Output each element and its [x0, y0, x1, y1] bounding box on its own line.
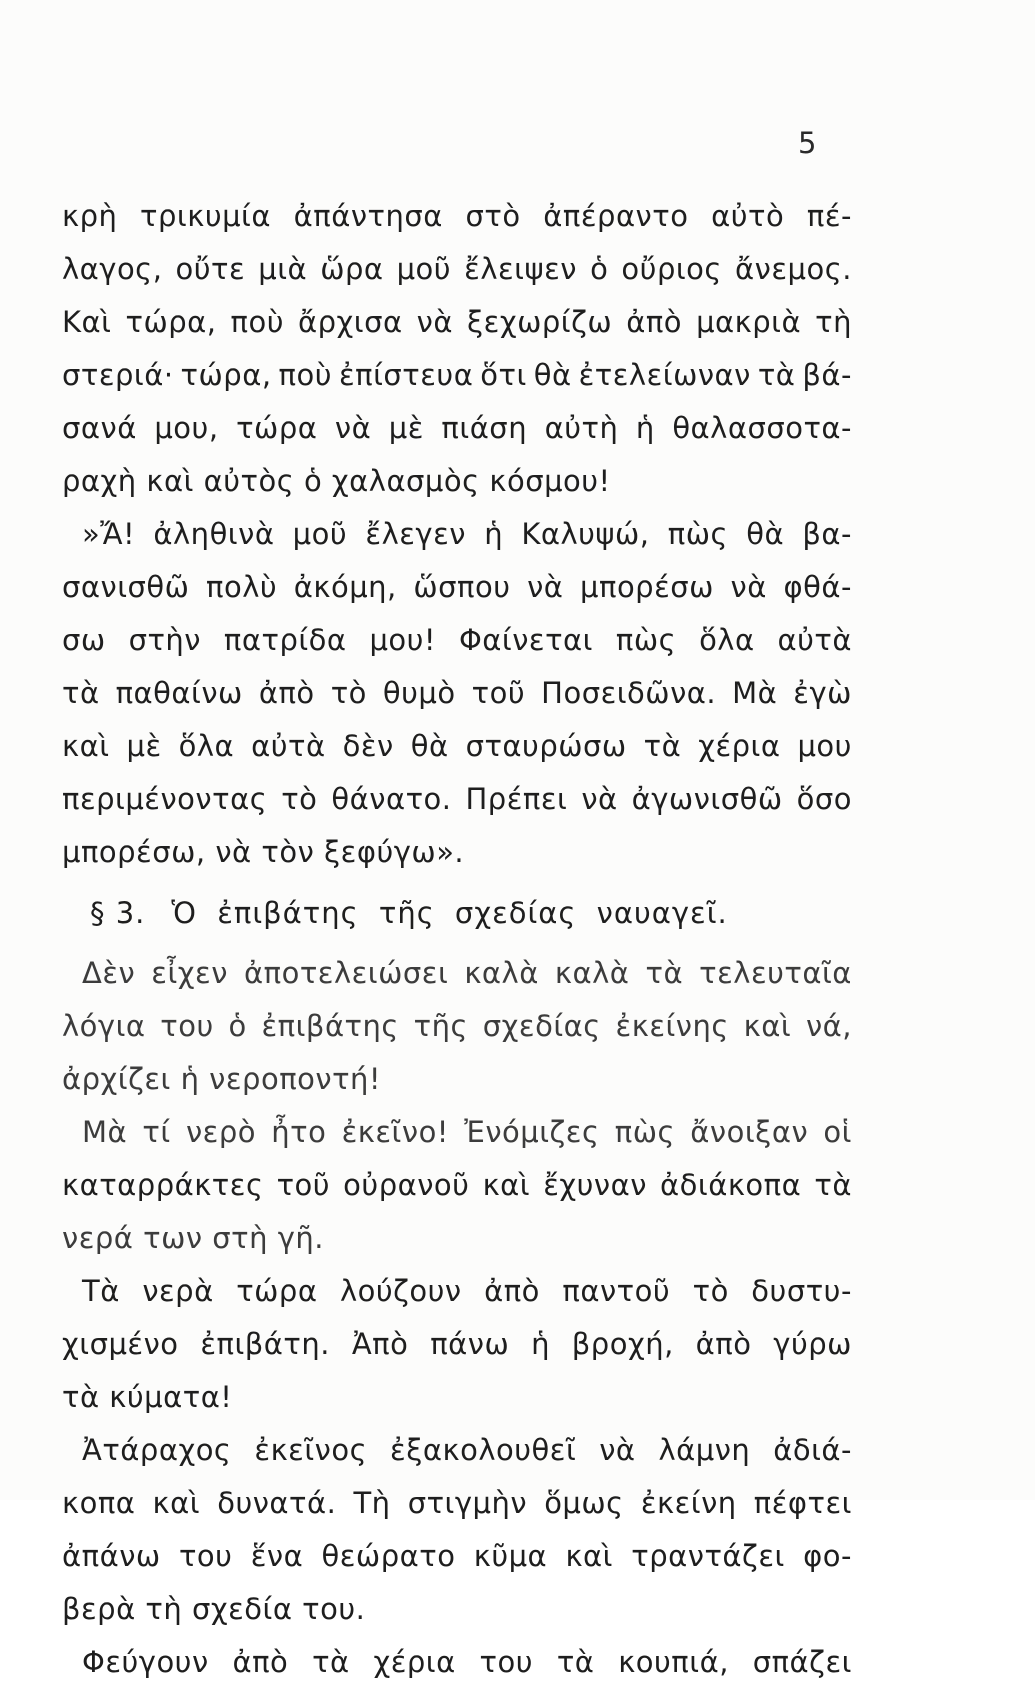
word: λάμνη	[658, 1433, 751, 1467]
word: σχεδίας	[482, 1009, 601, 1043]
word: ἦτο	[271, 1115, 327, 1149]
word: ἔλεγεν	[365, 517, 466, 551]
word: ἐξακολουθεῖ	[390, 1433, 577, 1467]
word: μου,	[154, 411, 219, 445]
word: ὥρα	[320, 252, 384, 286]
word: ὅλα	[699, 623, 755, 657]
word: χέρια	[373, 1645, 456, 1679]
word: καὶ	[482, 1168, 531, 1202]
text-line	[62, 720, 852, 773]
word: Καὶ	[62, 305, 112, 339]
section-title: Ὁ ἐπιβάτης τῆς σχεδίας ναυαγεῖ.	[171, 896, 728, 930]
text-line	[62, 1318, 852, 1371]
word: νὰ	[599, 1433, 636, 1467]
word: τελευταῖα	[699, 956, 852, 990]
word: του	[178, 1539, 233, 1573]
word: πολὺ	[206, 570, 278, 604]
word: ὅσο	[796, 782, 852, 816]
text-line	[62, 1000, 852, 1053]
word: ἀδιάκοπα	[660, 1168, 802, 1202]
word: σπάζει	[752, 1645, 852, 1679]
word: Δὲν	[82, 956, 136, 990]
word: φο-	[803, 1539, 852, 1573]
word: ὁ	[228, 1009, 247, 1043]
word: τὰ	[62, 676, 100, 710]
word: ἡ	[484, 517, 504, 551]
text-line	[62, 561, 852, 614]
word: ἐκείνης	[615, 1009, 729, 1043]
word: ἀκόμη,	[293, 570, 397, 604]
text-line	[62, 826, 852, 879]
word: οὐρανοῦ	[343, 1168, 470, 1202]
word: τώρα	[236, 411, 318, 445]
word: σανισθῶ	[62, 570, 190, 604]
word: βα-	[802, 517, 852, 551]
word: γύρω	[773, 1327, 852, 1361]
word: κρὴ	[62, 199, 118, 233]
word: ἀπὸ	[695, 1327, 752, 1361]
word: νὰ	[581, 782, 618, 816]
word: πάνω	[430, 1327, 510, 1361]
word: μου!	[369, 623, 437, 657]
word: νὰ	[527, 570, 564, 604]
word: ἐπιβάτη.	[200, 1327, 330, 1361]
word: Ἀτάραχος	[82, 1433, 232, 1467]
word: τώρα,	[125, 305, 217, 339]
text-line	[62, 614, 852, 667]
word: στὴν	[128, 623, 201, 657]
word: δὲν	[342, 729, 394, 763]
text-line	[62, 1477, 852, 1530]
word: τὰ	[643, 729, 682, 763]
word: ἐκεῖνο!	[341, 1115, 449, 1149]
word: πὼς	[615, 623, 677, 657]
word: ἐτελείωναν	[578, 358, 751, 392]
line-text: ραχὴ καὶ αὐτὸς ὁ χαλασμὸς κόσμου!	[62, 464, 611, 498]
word: κουπιά,	[618, 1645, 729, 1679]
word: ἀπὸ	[232, 1645, 289, 1679]
word: ἀπὸ	[484, 1274, 540, 1308]
word: ἐγὼ	[793, 676, 852, 710]
word: ἀληθινὰ	[153, 517, 275, 551]
word: Πρέπει	[465, 782, 568, 816]
word: τὰ	[757, 358, 796, 392]
line-text: ἀρχίζει ἡ νεροποντή!	[62, 1062, 382, 1096]
word: Τὴ	[353, 1486, 391, 1520]
word: στιγμὴν	[407, 1486, 528, 1520]
word: τὸ	[330, 676, 367, 710]
word: φθά-	[783, 570, 852, 604]
word: ἀπάνω	[62, 1539, 161, 1573]
word: λόγια	[62, 1009, 146, 1043]
word: πιάση	[441, 411, 528, 445]
word: νά,	[805, 1009, 852, 1043]
word: χέρια	[698, 729, 781, 763]
word: μοῦ	[292, 517, 348, 551]
word: τρικυμία	[140, 199, 271, 233]
word: Τὰ	[82, 1274, 120, 1308]
word: ἕνα	[250, 1539, 304, 1573]
word: ἔχυναν	[543, 1168, 647, 1202]
word: Φαίνεται	[458, 623, 593, 657]
line-text: τὰ κύματα!	[62, 1380, 233, 1414]
word: τώρα,	[180, 358, 272, 392]
word: κοπα	[62, 1486, 136, 1520]
section-number: § 3.	[90, 896, 146, 930]
text-line	[62, 1424, 852, 1477]
word: καλὰ	[554, 956, 630, 990]
word: πὼς	[614, 1115, 676, 1149]
word: τώρα	[236, 1274, 318, 1308]
text-line	[62, 1636, 852, 1689]
word: δυστυ-	[751, 1274, 852, 1308]
word: τὰ	[312, 1645, 350, 1679]
word: ὅμως	[544, 1486, 624, 1520]
word: οἱ	[823, 1115, 852, 1149]
word: εἶχεν	[151, 956, 228, 990]
word: ὁ	[590, 252, 609, 286]
word: νερὸ	[185, 1115, 256, 1149]
word: ποὺ	[278, 358, 332, 392]
text-line	[62, 1371, 852, 1424]
word: σανά	[62, 411, 137, 445]
word: ἐπιβάτης	[261, 1009, 399, 1043]
word: τὰ	[814, 1168, 852, 1202]
word: νὰ	[334, 411, 372, 445]
word: ὥσπου	[413, 570, 511, 604]
word: ἀπὸ	[626, 305, 683, 339]
word: καλὰ	[464, 956, 539, 990]
word: πέφτει	[753, 1486, 852, 1520]
word: λαγος,	[62, 252, 163, 286]
word: ἄρχισα	[298, 305, 403, 339]
word: μιὰ	[258, 252, 308, 286]
word: θάνατο.	[331, 782, 452, 816]
word: καταρράκτες	[62, 1168, 264, 1202]
text-line	[62, 1212, 852, 1265]
word: θὰ	[410, 729, 449, 763]
word: πέ-	[806, 199, 852, 233]
word: παντοῦ	[562, 1274, 671, 1308]
text-body	[62, 190, 852, 1689]
word: περιμένοντας	[62, 782, 268, 816]
word: ὅτι	[480, 358, 527, 392]
word: μακριὰ	[696, 305, 802, 339]
page-number: 5	[798, 126, 817, 160]
word: ὅλα	[178, 729, 235, 763]
word: τὴ	[815, 305, 852, 339]
text-line	[62, 773, 852, 826]
word: Μὰ	[82, 1115, 128, 1149]
word: θαλασσοτα-	[672, 411, 852, 445]
word: θὰ	[533, 358, 572, 392]
word: ἀπάντησα	[293, 199, 443, 233]
word: καὶ	[152, 1486, 201, 1520]
word: νὰ	[416, 305, 453, 339]
section-heading	[62, 883, 852, 943]
word: τραντάζει	[631, 1539, 785, 1573]
word: μὲ	[388, 411, 424, 445]
word: νὰ	[730, 570, 767, 604]
word: ἄνεμος.	[735, 252, 852, 286]
text-line	[62, 455, 852, 508]
word: ἀπέραντο	[543, 199, 689, 233]
word: μου	[797, 729, 852, 763]
text-line	[62, 402, 852, 455]
word: του	[160, 1009, 214, 1043]
word: ἀγωνισθῶ	[631, 782, 783, 816]
word: χισμένο	[62, 1327, 179, 1361]
word: Μὰ	[732, 676, 778, 710]
word: τὰ	[645, 956, 684, 990]
word: καὶ	[743, 1009, 792, 1043]
word: τοῦ	[471, 676, 526, 710]
word: σταυρώσω	[465, 729, 627, 763]
text-line	[62, 243, 852, 296]
text-line	[62, 667, 852, 720]
text-line	[62, 508, 852, 561]
word: ἀπὸ	[258, 676, 315, 710]
word: Ἀπὸ	[351, 1327, 409, 1361]
word: μοῦ	[396, 252, 452, 286]
word: τὰ	[556, 1645, 595, 1679]
line-text: νερά των στὴ γῆ.	[62, 1221, 324, 1255]
word: καὶ	[565, 1539, 613, 1573]
word: στεριά·	[62, 358, 174, 392]
word: τῆς	[413, 1009, 469, 1043]
word: βά-	[802, 358, 852, 392]
word: πατρίδα	[223, 623, 347, 657]
word: πὼς	[667, 517, 729, 551]
word: δυνατά.	[217, 1486, 337, 1520]
word: ἐκεῖνος	[254, 1433, 368, 1467]
word: »Ἄ!	[82, 517, 136, 551]
word: αὐτὰ	[777, 623, 852, 657]
text-line	[62, 1053, 852, 1106]
word: στὸ	[465, 199, 521, 233]
text-line	[62, 349, 852, 402]
word: αὐτὸ	[711, 199, 785, 233]
word: ἡ	[635, 411, 655, 445]
word: τὸ	[692, 1274, 729, 1308]
word: ἐκείνη	[640, 1486, 737, 1520]
word: σω	[62, 623, 106, 657]
word: Φεύγουν	[82, 1645, 209, 1679]
word: τὸ	[281, 782, 318, 816]
word: αὐτὰ	[251, 729, 326, 763]
line-text: μπορέσω, νὰ τὸν ξεφύγω».	[62, 835, 465, 869]
text-line	[62, 1583, 852, 1636]
text-line	[62, 1159, 852, 1212]
word: ἀποτελειώσει	[244, 956, 449, 990]
word: μὲ	[126, 729, 162, 763]
text-line	[62, 190, 852, 243]
word: τοῦ	[276, 1168, 331, 1202]
word: οὔριος	[621, 252, 722, 286]
word: οὔτε	[175, 252, 246, 286]
text-line	[62, 947, 852, 1000]
word: Καλυψώ,	[521, 517, 650, 551]
word: ἀδιά-	[773, 1433, 852, 1467]
word: παθαίνω	[115, 676, 243, 710]
word: νερὰ	[142, 1274, 214, 1308]
text-line	[62, 1106, 852, 1159]
word: μπορέσω	[580, 570, 714, 604]
word: λούζουν	[339, 1274, 462, 1308]
word: του	[479, 1645, 534, 1679]
text-line	[62, 1530, 852, 1583]
word: τί	[142, 1115, 171, 1149]
word: θὰ	[746, 517, 785, 551]
word: Ποσειδῶνα.	[541, 676, 717, 710]
word: Ἐνόμιζες	[464, 1115, 600, 1149]
text-line	[62, 296, 852, 349]
word: ἔλειψεν	[464, 252, 578, 286]
line-text: βερὰ τὴ σχεδία του.	[62, 1592, 366, 1626]
word: θεώρατο	[321, 1539, 456, 1573]
word: ἄνοιξαν	[690, 1115, 809, 1149]
text-line	[62, 1265, 852, 1318]
word: ἐπίστευα	[338, 358, 474, 392]
word: ἡ	[531, 1327, 550, 1361]
word: ποὺ	[230, 305, 284, 339]
word: ξεχωρίζω	[467, 305, 613, 339]
word: βροχή,	[571, 1327, 674, 1361]
word: κῦμα	[473, 1539, 548, 1573]
word: καὶ	[62, 729, 110, 763]
word: θυμὸ	[382, 676, 456, 710]
word: αὐτὴ	[544, 411, 619, 445]
